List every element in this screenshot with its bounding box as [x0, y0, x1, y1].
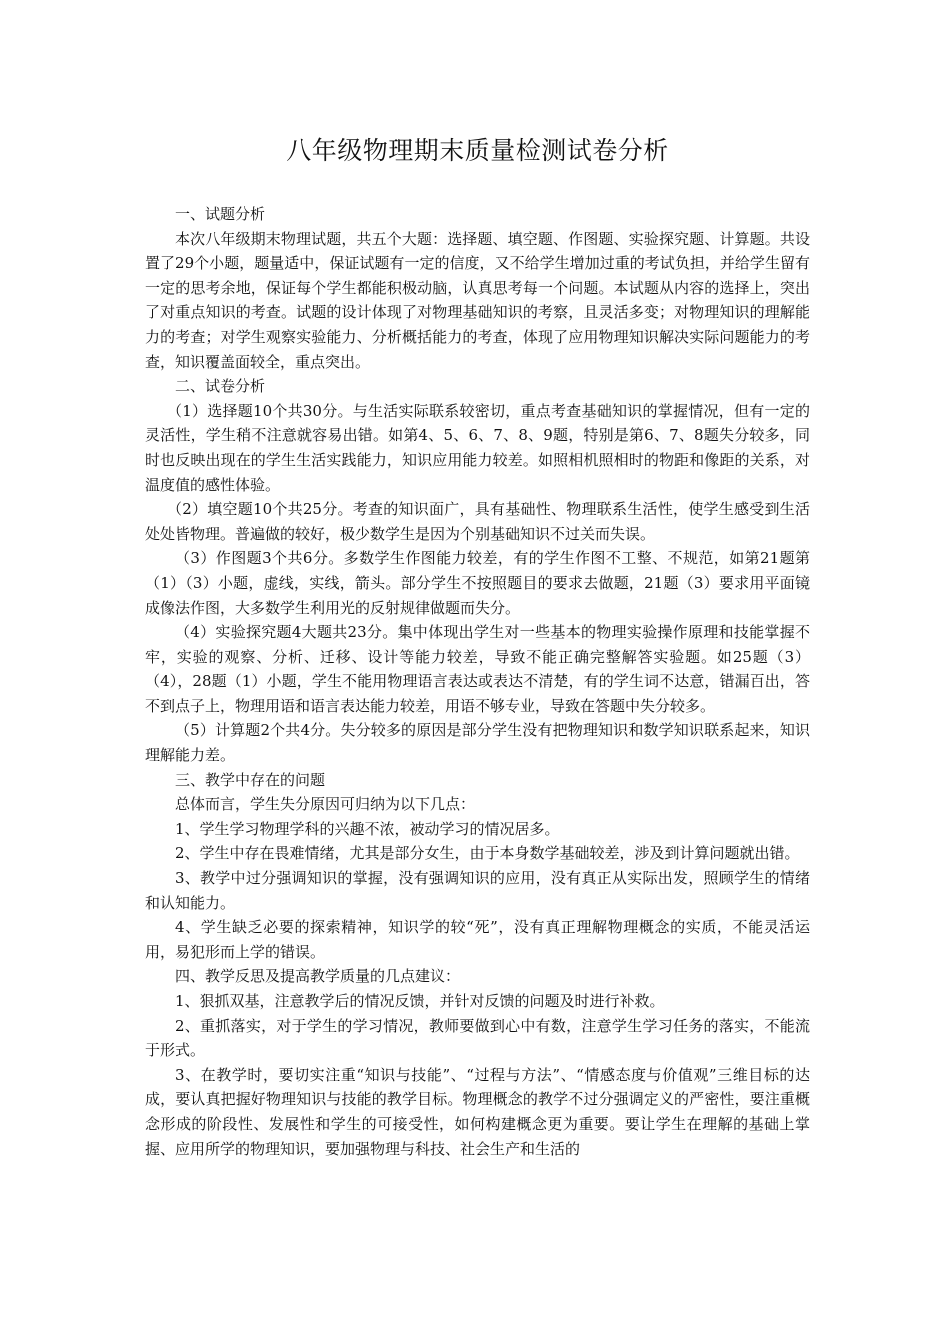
section-heading-2: 二、试卷分析: [175, 377, 266, 396]
paragraph: 4、学生缺乏必要的探索精神，知识学的较“死”，没有真正理解物理概念的实质，不能灵活运用，易犯形而上学的错误。: [145, 918, 810, 961]
paragraph: 1、学生学习物理学科的兴趣不浓，被动学习的情况居多。: [175, 819, 560, 838]
section-heading-4: 四、教学反思及提高教学质量的几点建议：: [175, 967, 461, 986]
paragraph: 2、学生中存在畏难情绪，尤其是部分女生，由于本身数学基础较差，涉及到计算问题就出错。: [175, 844, 800, 863]
paragraph: 2、重抓落实，对于学生的学习情况，教师要做到心中有数，注意学生学习任务的落实，不能流于形式。: [145, 1016, 810, 1060]
document-page: [145, 128, 810, 1161]
paragraph: 本次八年级期末物理试题，共五个大题：选择题、填空题、作图题、实验探究题、计算题。共设置了29个小题，题量适中，保证试题有一定的信度，又不给学生增加过重的考试负担，并给学生留有一定的思考余地，保证每个学生都能积极动脑，认真思考每一个问题。本试题从内容的选择上，突出了对重点知识的考查。试题的设计体现了对物理基础知识的考察，且灵活多变；对物理知识的理解能力的考查；对学生观察实验能力、分析概括能力的考查，体现了应用物理知识解决实际问题能力的考查，知识覆盖面较全，重点突出。: [145, 229, 810, 371]
section-heading-1: 一、试题分析: [175, 205, 266, 223]
section-heading-3: 三、教学中存在的问题: [175, 770, 326, 789]
paragraph: 3、教学中过分强调知识的掌握，没有强调知识的应用，没有真正从实际出发，照顾学生的情绪和认知能力。: [145, 869, 810, 912]
paragraph: （1）选择题10个共30分。与生活实际联系较密切，重点考查基础知识的掌握情况，但有一定的灵活性，学生稍不注意就容易出错。如第4、5、6、7、8、9题，特别是第6、7、8题失分较多，同时也反映出现在的学生生活实践能力，知识应用能力较差。如照相机照相时的物距和像距的关系，对温度值的感性体验。: [145, 401, 810, 494]
document-title: 八年级物理期末质量检测试卷分析: [286, 136, 669, 165]
paragraph: （2）填空题10个共25分。考查的知识面广，具有基础性、物理联系生活性，使学生感受到生活处处皆物理。普遍做的较好，极少数学生是因为个别基础知识不过关而失误。: [145, 500, 810, 543]
paragraph: 总体而言，学生失分原因可归纳为以下几点：: [175, 795, 476, 814]
paragraph: （3）作图题3个共6分。多数学生作图能力较差，有的学生作图不工整、不规范，如第21题第（1）（3）小题，虚线，实线，箭头。部分学生不按照题目的要求去做题，21题（3）要求用平面镜成像法作图，大多数学生利用光的反射规律做题而失分。: [145, 549, 810, 617]
paragraph: 3、在教学时，要切实注重“知识与技能”、“过程与方法”、“情感态度与价值观”三维目标的达成，要认真把握好物理知识与技能的教学目标。物理概念的教学不过分强调定义的严密性，要注重概念形成的阶段性、发展性和学生的可接受性，如何构建概念更为重要。要让学生在理解的基础上掌握、应用所学的物理知识，要加强物理与科技、社会生产和生活的: [145, 1065, 810, 1158]
paragraph: 1、狠抓双基，注意教学后的情况反馈，并针对反馈的问题及时进行补救。: [175, 992, 665, 1010]
paragraph: （5）计算题2个共4分。失分较多的原因是部分学生没有把物理知识和数学知识联系起来，知识理解能力差。: [145, 721, 810, 765]
paragraph: （4）实验探究题4大题共23分。集中体现出学生对一些基本的物理实验操作原理和技能掌握不牢，实验的观察、分析、迁移、设计等能力较差，导致不能正确完整解答实验题。如25题（3）（4），28题（1）小题，学生不能用物理语言表达或表达不清楚，有的学生词不达意，错漏百出，答不到点子上，物理用语和语言表达能力较差，用语不够专业，导致在答题中失分较多。: [145, 623, 810, 715]
